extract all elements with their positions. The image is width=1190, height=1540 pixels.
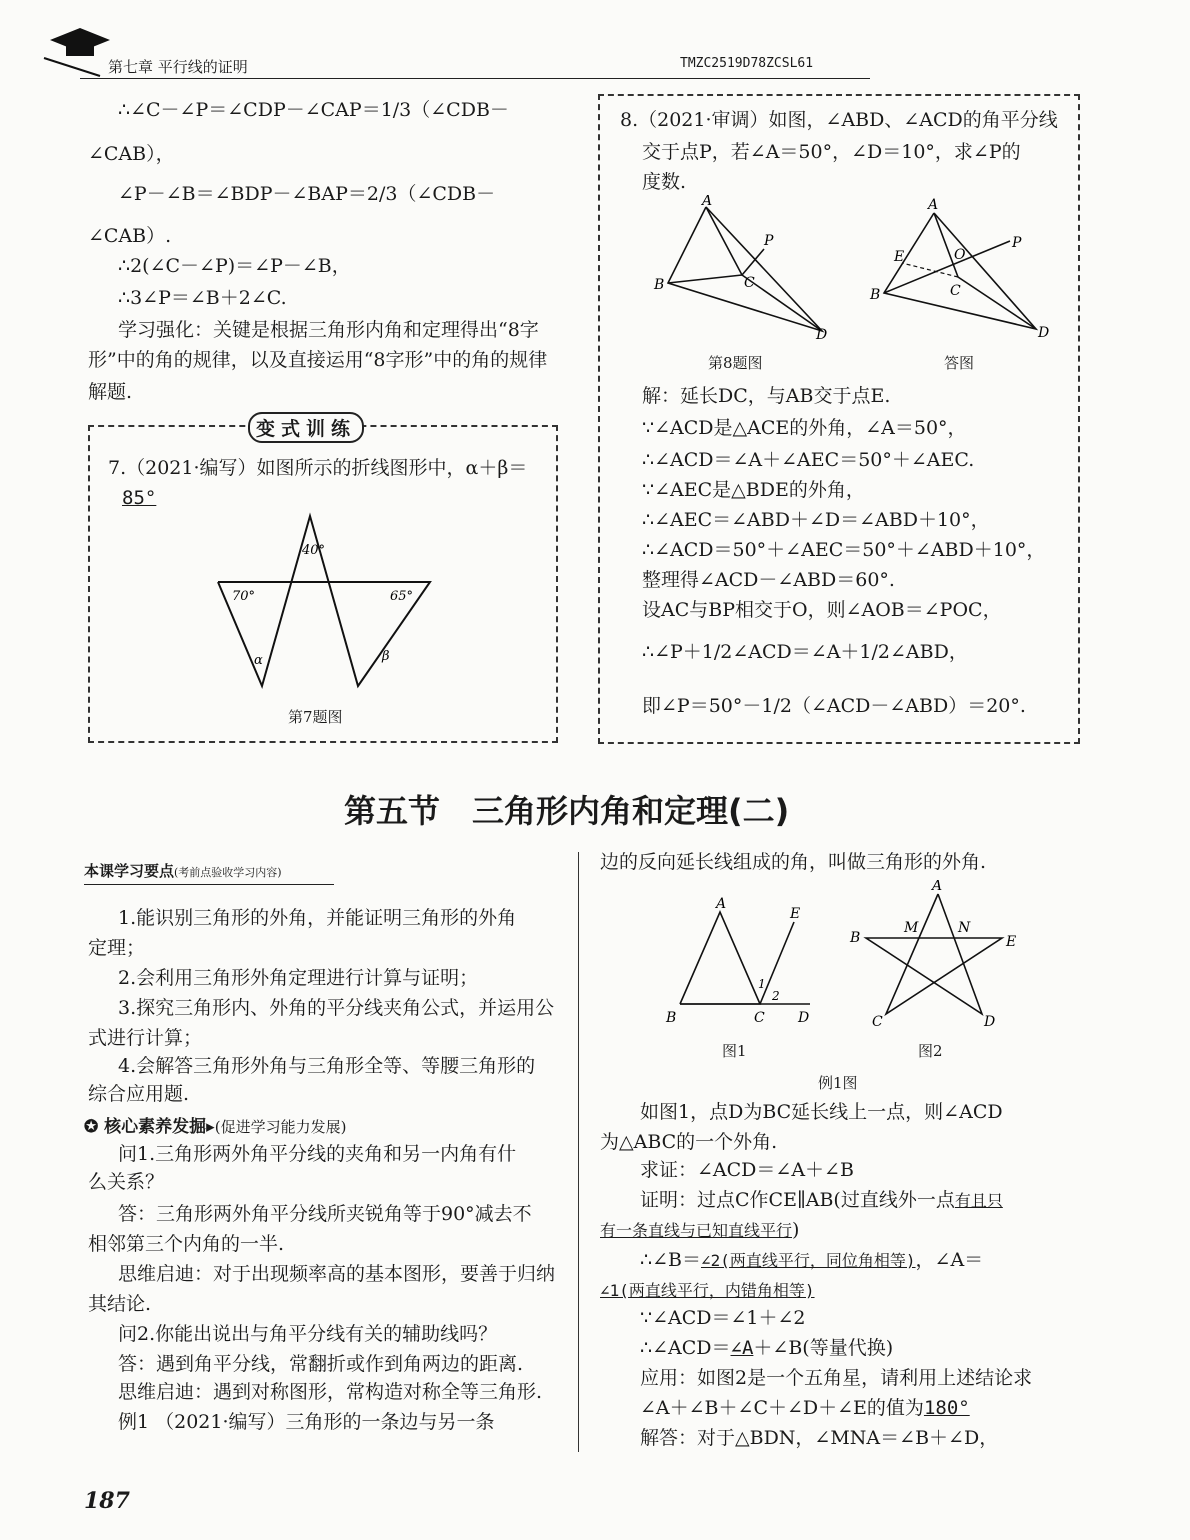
angle-label-alpha: α bbox=[254, 653, 263, 668]
text-line: ∴3∠P＝∠B＋2∠C. bbox=[118, 287, 287, 309]
example-caption: 例1图 bbox=[818, 1074, 858, 1092]
label-M: M bbox=[904, 920, 919, 936]
core-literacy-heading: ✪ 核心素养发掘▸(促进学习能力发展) bbox=[84, 1117, 347, 1137]
solution-line: ∴∠P＋1/2∠ACD＝∠A＋1/2∠ABD， bbox=[642, 641, 968, 663]
proof-line: 应用：如图2是一个五角星，请利用上述结论求 bbox=[640, 1367, 1033, 1389]
learning-points-heading bbox=[84, 860, 282, 881]
qa-line: 问1.三角形两外角平分线的夹角和另一内角有什 bbox=[118, 1143, 517, 1165]
proof-line: 如图1，点D为BC延长线上一点，则∠ACD bbox=[640, 1101, 1003, 1123]
angle-label-top: 40° bbox=[302, 543, 326, 558]
q8-figure bbox=[650, 195, 850, 345]
proof-line: ∵∠ACD＝∠1＋∠2 bbox=[640, 1307, 806, 1329]
label-P: P bbox=[764, 233, 774, 249]
label-D: D bbox=[984, 1014, 996, 1030]
proof-line bbox=[600, 1218, 799, 1243]
qa-line: 问2.你能出说出与角平分线有关的辅助线吗？ bbox=[118, 1323, 498, 1345]
proof-text: ∴∠B＝ bbox=[640, 1249, 701, 1271]
label-D: D bbox=[816, 327, 828, 343]
learning-points-note: (考前点验收学习内容) bbox=[174, 866, 282, 879]
solution-line: 整理得∠ACD－∠ABD＝60°. bbox=[642, 569, 895, 591]
proof-text: ∴∠ACD＝ bbox=[640, 1337, 731, 1359]
star-icon: ✪ bbox=[84, 1117, 99, 1137]
q8-answer-figure bbox=[866, 195, 1066, 345]
goal-line: 1.能识别三角形的外角，并能证明三角形的外角 bbox=[118, 907, 517, 929]
solution-line: ∴∠AEC＝∠ABD＋∠D＝∠ABD＋10°， bbox=[642, 509, 990, 531]
proof-text: ∠A＋∠B＋∠C＋∠D＋∠E的值为 bbox=[640, 1397, 924, 1419]
label-B: B bbox=[666, 1010, 677, 1026]
label-A: A bbox=[932, 880, 943, 894]
solution-line: ∵∠ACD是△ACE的外角，∠A＝50°， bbox=[642, 417, 967, 439]
section-title: 第五节 三角形内角和定理(二) bbox=[344, 792, 790, 830]
proof-line: 解答：对于△BDN，∠MNA＝∠B＋∠D， bbox=[640, 1427, 999, 1449]
figure-1-caption: 图1 bbox=[722, 1042, 747, 1060]
header-rule bbox=[80, 78, 870, 79]
solution-line: ∴∠ACD＝∠A＋∠AEC＝50°＋∠AEC. bbox=[642, 449, 975, 471]
label-A: A bbox=[702, 195, 713, 209]
qa-line: 思维启迪：对于出现频率高的基本图形，要善于归纳 bbox=[118, 1263, 556, 1285]
solution-line: 设AC与BP相交于O，则∠AOB＝∠POC， bbox=[642, 599, 1002, 621]
label-B: B bbox=[654, 277, 665, 293]
text-line: ∠P－∠B＝∠BDP－∠BAP＝2/3（∠CDB－ bbox=[118, 183, 496, 205]
blank-answer: ∠A bbox=[730, 1337, 754, 1359]
label-A: A bbox=[928, 197, 939, 213]
label-D: D bbox=[1038, 325, 1050, 341]
text-line: 学习强化：关键是根据三角形内角和定理得出“8字 bbox=[118, 319, 539, 341]
label-E: E bbox=[1006, 934, 1017, 950]
label-2: 2 bbox=[772, 989, 780, 1003]
proof-line bbox=[640, 1248, 983, 1273]
q7-answer: 85° bbox=[122, 487, 157, 509]
angle-label-right: 65° bbox=[390, 589, 414, 604]
label-C: C bbox=[950, 283, 961, 299]
text-line: ∴2(∠C－∠P)＝∠P－∠B， bbox=[118, 255, 351, 277]
heading-rule bbox=[84, 884, 334, 885]
q7-text: 7.（2021·编写）如图所示的折线图形中，α＋β＝ bbox=[108, 457, 528, 479]
qa-line: 例1 （2021·编写）三角形的一条边与另一条 bbox=[118, 1411, 495, 1433]
q8-answer-caption: 答图 bbox=[944, 354, 975, 372]
book-code: TMZC2519D78ZCSL61 bbox=[680, 56, 814, 71]
solution-line: 解：延长DC，与AB交于点E. bbox=[642, 385, 891, 407]
label-C: C bbox=[754, 1010, 765, 1026]
label-P: P bbox=[1012, 235, 1022, 251]
label-C: C bbox=[744, 275, 755, 291]
right-text-line: 边的反向延长线组成的角，叫做三角形的外角. bbox=[600, 851, 987, 873]
page-number: 187 bbox=[84, 1488, 130, 1514]
label-C: C bbox=[872, 1014, 883, 1030]
proof-line bbox=[640, 1396, 970, 1420]
label-A: A bbox=[716, 896, 727, 912]
proof-line: 求证：∠ACD＝∠A＋∠B bbox=[640, 1159, 854, 1181]
text-line: ∴∠C－∠P＝∠CDP－∠CAP＝1/3（∠CDB－ bbox=[118, 99, 509, 121]
example-figure-2 bbox=[846, 880, 1026, 1030]
text-line: 解题. bbox=[88, 381, 133, 403]
goal-line: 4.会解答三角形外角与三角形全等、等腰三角形的 bbox=[118, 1055, 536, 1077]
figure-2-caption: 图2 bbox=[918, 1042, 943, 1060]
goal-line: 2.会利用三角形外角定理进行计算与证明； bbox=[118, 967, 479, 989]
label-E: E bbox=[790, 906, 801, 922]
q8-text: 度数. bbox=[642, 171, 687, 193]
q8-text: 交于点P，若∠A＝50°，∠D＝10°，求∠P的 bbox=[642, 141, 1021, 163]
angle-label-left: 70° bbox=[232, 589, 256, 604]
goal-line: 3.探究三角形内、外角的平分线夹角公式，并运用公 bbox=[118, 997, 555, 1019]
example-figure-1 bbox=[660, 890, 820, 1030]
variant-training-badge: 变式训练 bbox=[248, 412, 364, 443]
proof-line bbox=[600, 1278, 815, 1303]
q8-text: 8.（2021·审调）如图，∠ABD、∠ACD的角平分线 bbox=[620, 109, 1058, 131]
text-line: 形”中的角的规律，以及直接运用“8字形”中的角的规律 bbox=[88, 349, 548, 371]
label-D: D bbox=[798, 1010, 810, 1026]
blank-answer: 有一条直线与已知直线平行 bbox=[600, 1221, 793, 1240]
blank-answer: 180° bbox=[923, 1397, 970, 1419]
qa-line: 么关系？ bbox=[88, 1171, 165, 1193]
qa-line: 答：遇到角平分线，常翻折或作到角两边的距离. bbox=[118, 1353, 524, 1375]
qa-line: 其结论. bbox=[88, 1293, 152, 1315]
blank-answer: ∠2(两直线平行，同位角相等) bbox=[700, 1251, 916, 1270]
label-O: O bbox=[954, 247, 966, 263]
learning-points-label: 本课学习要点 bbox=[84, 862, 175, 880]
proof-text: ＋∠B(等量代换) bbox=[753, 1337, 894, 1359]
angle-label-beta: β bbox=[382, 649, 390, 664]
blank-answer: 有且只 bbox=[954, 1191, 1003, 1210]
goal-line: 综合应用题. bbox=[88, 1083, 190, 1105]
proof-line bbox=[640, 1336, 893, 1360]
label-E: E bbox=[894, 249, 905, 265]
proof-text: ) bbox=[792, 1219, 800, 1241]
solution-line: 即∠P＝50°－1/2（∠ACD－∠ABD）＝20°. bbox=[642, 695, 1026, 717]
blank-answer: ∠1(两直线平行，内错角相等) bbox=[600, 1281, 815, 1300]
goal-line: 定理； bbox=[88, 937, 146, 959]
text-line: ∠CAB）， bbox=[88, 143, 175, 165]
qa-line: 思维启迪：遇到对称图形，常构造对称全等三角形. bbox=[118, 1381, 543, 1403]
proof-text: 证明：过点C作CE∥AB(过直线外一点 bbox=[640, 1189, 955, 1211]
core-literacy-note: (促进学习能力发展) bbox=[214, 1118, 347, 1136]
chapter-header: 第七章 平行线的证明 bbox=[108, 58, 248, 76]
q7-caption: 第7题图 bbox=[288, 708, 343, 726]
text-line: ∠CAB）. bbox=[88, 225, 172, 247]
goal-line: 式进行计算； bbox=[88, 1027, 203, 1049]
label-1: 1 bbox=[758, 977, 766, 991]
qa-line: 相邻第三个内角的一半. bbox=[88, 1233, 285, 1255]
q8-caption: 第8题图 bbox=[708, 354, 763, 372]
label-B: B bbox=[870, 287, 881, 303]
qa-line: 答：三角形两外角平分线所夹锐角等于90°减去不 bbox=[118, 1203, 532, 1225]
label-B: B bbox=[850, 930, 861, 946]
solution-line: ∴∠ACD＝50°＋∠AEC＝50°＋∠ABD＋10°， bbox=[642, 539, 1046, 561]
column-divider bbox=[578, 852, 579, 1452]
proof-line: 为△ABC的一个外角. bbox=[600, 1131, 778, 1153]
proof-text: ，∠A＝ bbox=[915, 1249, 984, 1271]
proof-line bbox=[640, 1188, 1003, 1213]
core-literacy-label: 核心素养发掘 bbox=[104, 1117, 207, 1137]
solution-line: ∵∠AEC是△BDE的外角， bbox=[642, 479, 865, 501]
q7-figure bbox=[210, 510, 440, 690]
label-N: N bbox=[958, 920, 971, 936]
